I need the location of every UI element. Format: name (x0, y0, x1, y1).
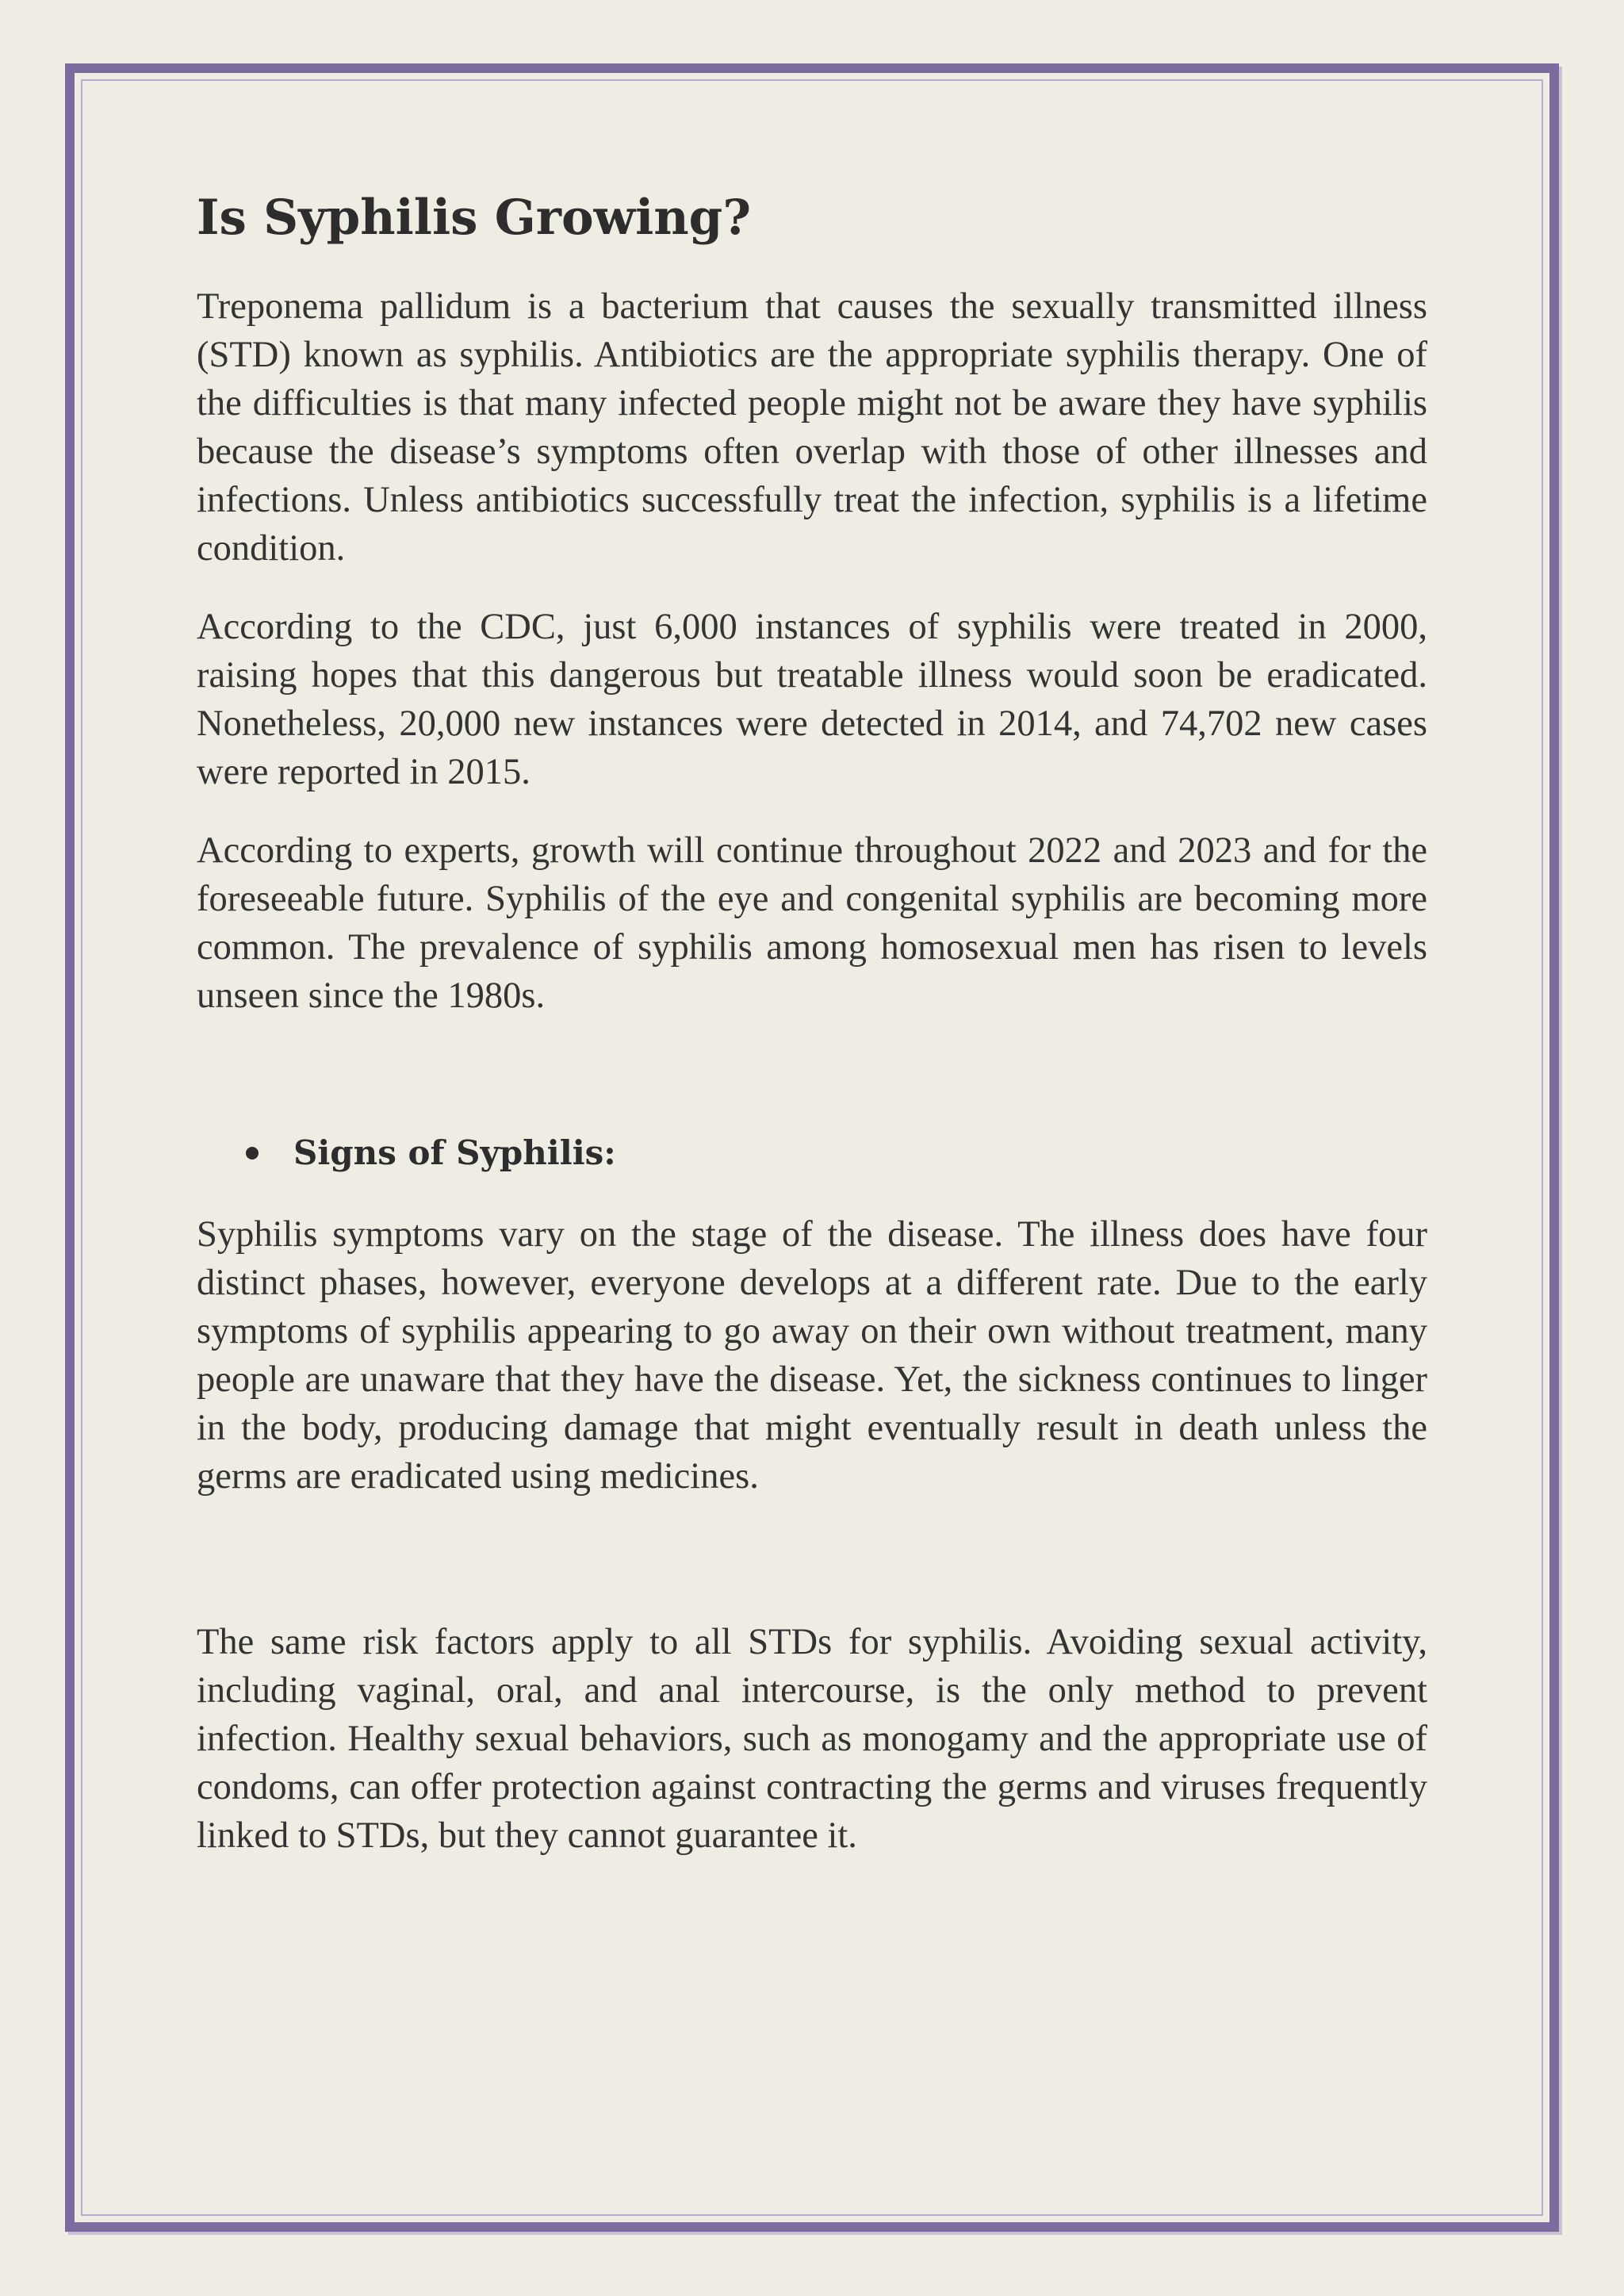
page-title: Is Syphilis Growing? (197, 190, 752, 246)
signs-paragraph: Syphilis symptoms vary on the stage of the disease. The illness does have four distinct phases, however, everyone develops at a different rate. Due to the early symptoms of syphilis appearing to go away on their own without treatment, many people are unaware that they have the disease. Yet, the sickness continues to linger in the body, producing damage that might eventually result in death unless the germs are eradicated using medicines. (197, 1214, 1427, 1497)
intro-paragraph: Treponema pallidum is a bacterium that causes the sexually transmitted illness (STD) known as syphilis. Antibiotics are the appropriate syphilis therapy. One of the difficulties is that many infected people might not be aware they have syphilis because the disease’s symptoms often overlap with those of other illnesses and infections. Unless antibiotics successfully treat the infection, syphilis is a lifetime condition. (197, 286, 1427, 569)
bullet-dot-icon (246, 1147, 259, 1159)
risk-factors-paragraph: The same risk factors apply to all STDs for syphilis. Avoiding sexual activity, including vaginal, oral, and anal intercourse, is the only method to prevent infection. Healthy sexual behaviors, such as monogamy and the appropriate use of condoms, can offer protection against contracting the germs and viruses frequently linked to STDs, but they cannot guarantee it. (197, 1622, 1427, 1857)
document-body (197, 190, 1427, 1890)
section-gap (197, 1050, 1427, 1133)
expert-outlook-paragraph: According to experts, growth will continue throughout 2022 and 2023 and for the foreseeable future. Syphilis of the eye and congenital syphilis are becoming more common. The prevalence of syphilis among homosexual men has risen to levels unseen since the 1980s. (197, 830, 1427, 1017)
cdc-statistics-paragraph: According to the CDC, just 6,000 instances of syphilis were treated in 2000, raising hopes that this dangerous but treatable illness would soon be eradicated. Nonetheless, 20,000 new instances were detected in 2014, and 74,702 new cases were reported in 2015. (197, 607, 1427, 793)
signs-heading: Signs of Syphilis: (293, 1133, 616, 1173)
section-gap (197, 1531, 1427, 1618)
signs-bullet-item (246, 1133, 1427, 1172)
